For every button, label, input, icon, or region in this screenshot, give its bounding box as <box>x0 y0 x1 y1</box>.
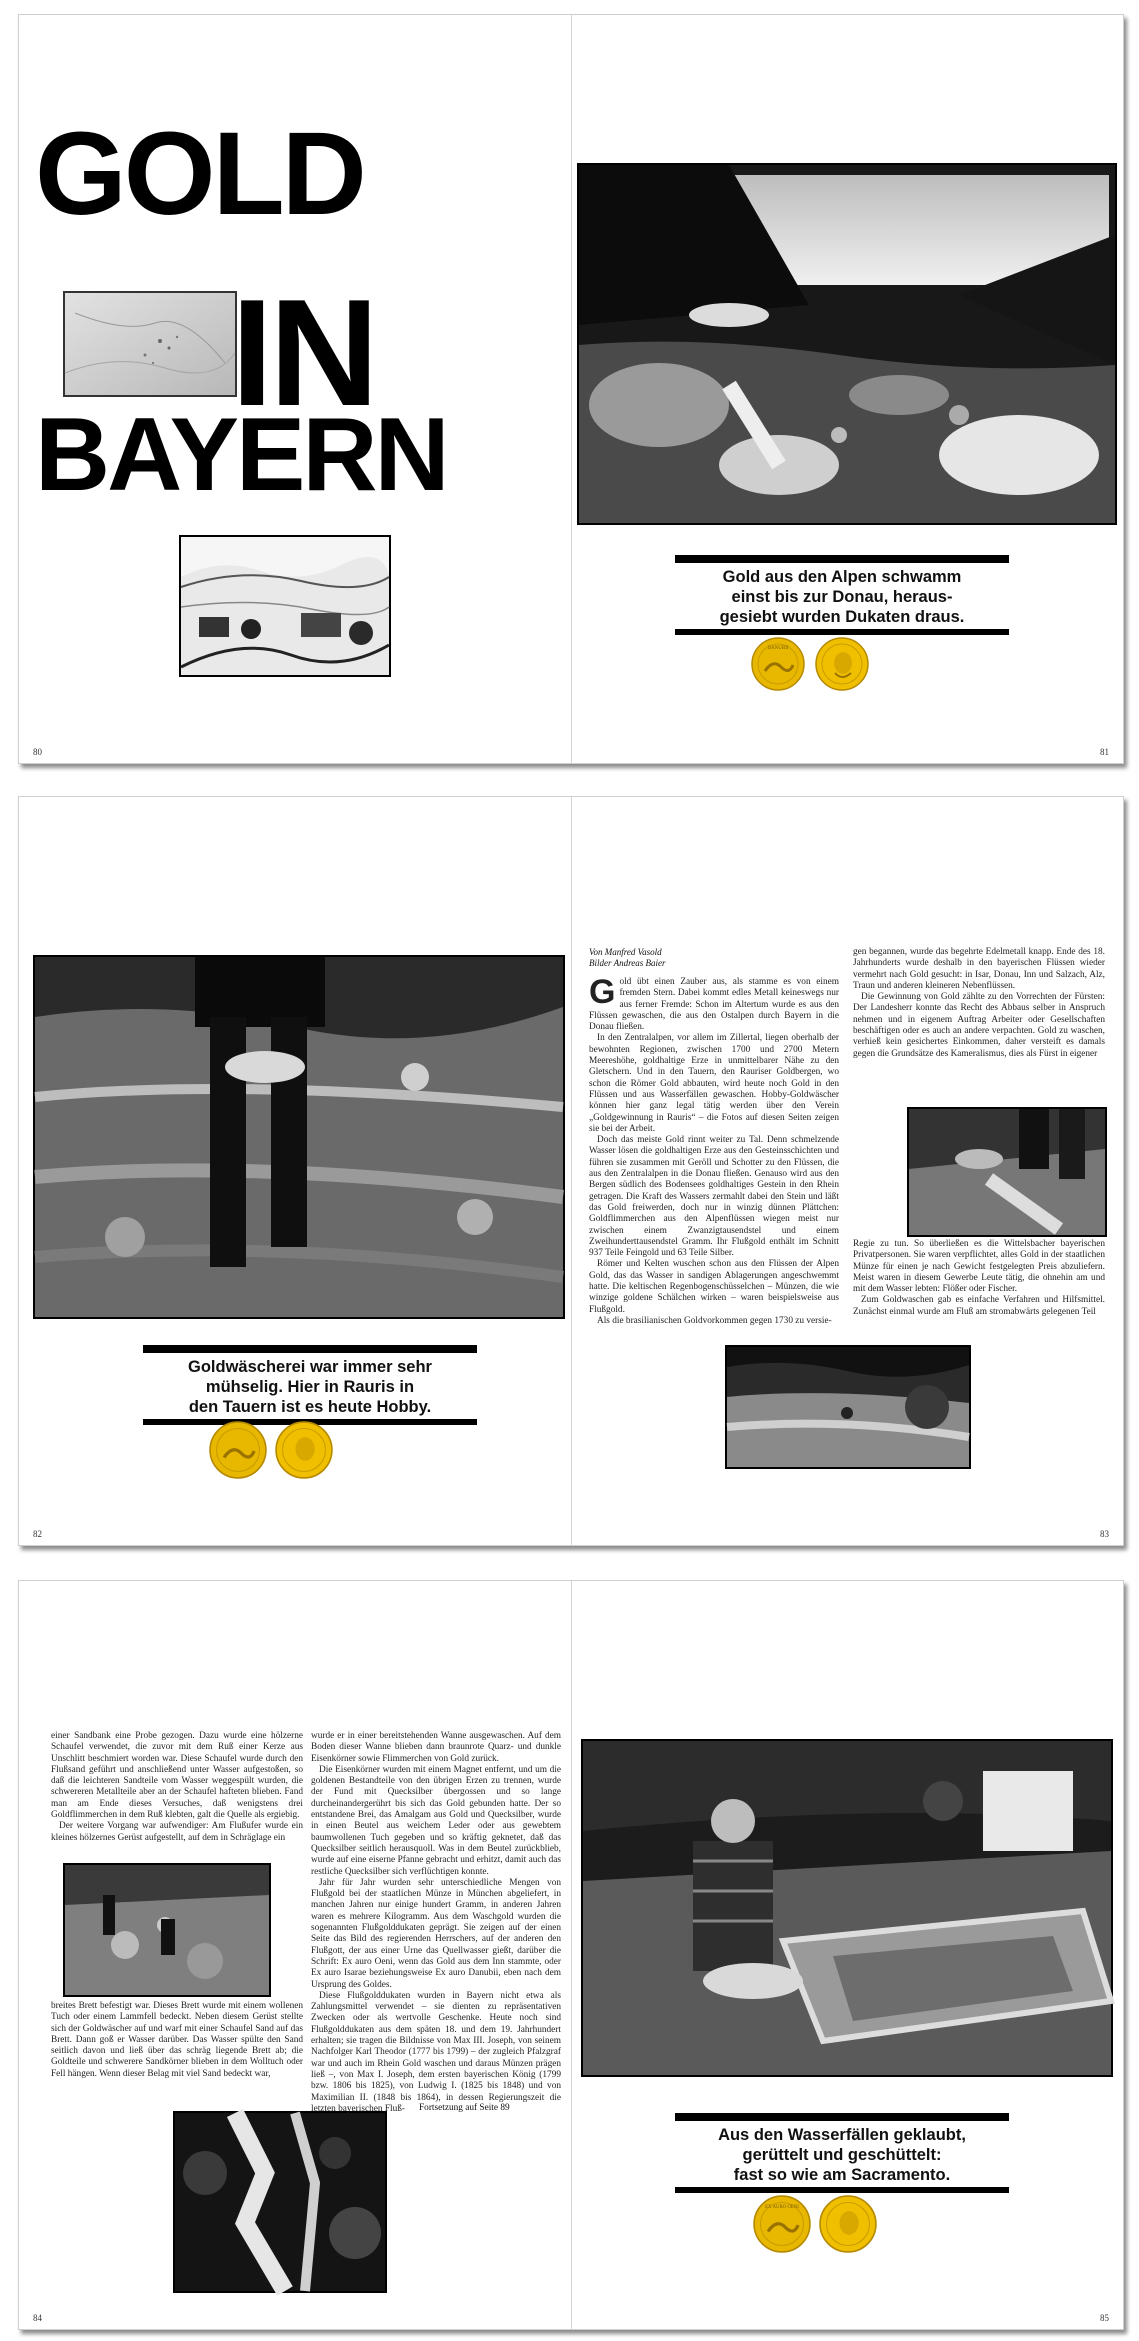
page-number: 82 <box>33 1529 42 1539</box>
paragraph: breites Brett befestigt war. Dieses Brett wurde mit einem wollenen Tuch oder einem Lammfell bedeckt. Neben diesem Gerüst stellte sich der Goldwäscher auf und warf mit einer Schaufel Sand auf das Brett. Dann goß er Wasser darüber. Das Wasser spülte den Sand seitlich davon und ließ über das schräg liegende Brett ab; die Goldteile und schwerere Sandkörner blieben in dem Wolltuch oder Fell hängen. Wenn dieser Belag mit viel Sand bedeckt war, <box>51 2001 303 2079</box>
coin-river-god-icon <box>751 637 805 691</box>
page-83 <box>571 797 1123 1545</box>
caption-bar-top <box>675 2113 1009 2121</box>
page-number: 85 <box>1100 2313 1109 2323</box>
title-bayern: BAYERN <box>35 397 447 513</box>
photo-panning-sluice <box>907 1107 1107 1237</box>
photo-hobby-panner-trough <box>581 1739 1113 2077</box>
photo-river-bank <box>725 1345 971 1469</box>
byline <box>589 947 666 969</box>
caption-3 <box>675 2113 1009 2185</box>
page-number: 84 <box>33 2313 42 2323</box>
article-column-1-bottom <box>51 2001 303 2101</box>
paragraph: Doch das meiste Gold rinnt weiter zu Tal. Denn schmelzende Wasser lösen die goldhaltigen Erze aus den Gesteinsschichten und führen sie zusammen mit Geröll und Schotter zu den Flüssen, die aus den Zentralalpen in die Donau fließen. Genauso wird aus den Bergen südlich des Bodensees goldhaltiges Gestein in den Rhein getragen. Die Kraft des Wassers zermahlt dabei den Stein und läßt das Gold freiwerden, doch nur in winzig dünnen Plättchen: Goldflimmerchen aus den Alpenflüssen wiegen meist nur zwischen einem Zwanzigtausendstel und einem Zweihunderttausendstel Gramm. Ihr Flußgold enthält im Schnitt 937 Teile Feingold und 63 Teile Silber. <box>589 1135 839 1259</box>
spread-2 <box>18 796 1124 1546</box>
paragraph: old übt einen Zauber aus, als stamme es von einem fremden Stern. Dabei kommt edles Metall keineswegs nur aus ferner Fremde: Schon im Altertum wurde es aus den Flüssen gewaschen, die aus den Ostalpen durch Bayern in die Donau fließen. <box>589 977 839 1033</box>
caption-line: gesiebt wurden Dukaten draus. <box>719 608 965 626</box>
photo-panners-riverbed <box>63 1863 271 1997</box>
caption-bar-bottom <box>675 629 1009 635</box>
title-gold: GOLD <box>35 108 364 240</box>
caption-bar-bottom <box>675 2187 1009 2193</box>
paragraph: einer Sandbank eine Probe gezogen. Dazu wurde eine hölzerne Schaufel verwendet, die zuvor mit dem Ruß einer Kerze aus Unschlitt beschmiert worden war. Diese Schaufel wurde durch den Flußsand geführt und anschließend unter Wasser aufgestoßen, so daß die leichteren Sandteile vom Wasser weggespült wurden, die schwereren Metallteile aber an der Schaufel hafteten blieben. Fand man am Ende dieses Versuches, daß wenigstens drei Goldflimmerchen in dem Ruß klebten, galt die Quelle als ergiebig. <box>51 1731 303 1821</box>
article-column-2-bottom <box>853 1239 1105 1335</box>
caption-2 <box>143 1345 477 1417</box>
caption-bar-top <box>675 555 1009 563</box>
coin-portrait-icon <box>815 637 869 691</box>
caption-bar-top <box>143 1345 477 1353</box>
page-number: 81 <box>1100 747 1109 757</box>
paragraph: Jahr für Jahr wurden sehr unterschiedliche Mengen von Flußgold bei der staatlichen Münze in München abgeliefert, in manchen Jahren nur einige hundert Gramm, in anderen Jahren waren es mehrere Kilogramm. Aus dem Waschgold wurden die sogenannten Flußgolddukaten geprägt. Sie zeigen auf der einen Seite das Bild des regierenden Herrschers, auf der anderen den Flußgott, der aus einer Urne das Quellwasser gießt, darüber die Schrift: Ex auro Oeni, wenn das Gold aus dem Inn stammte, oder Ex auro Isarae beziehungsweise Ex auro Danubii, eben nach dem Ursprung des Goldes. <box>311 1877 561 1990</box>
paragraph: gen begannen, wurde das begehrte Edelmetall knapp. Ende des 18. Jahrhunderts wurde deshalb in den bayerischen Flüssen wieder vermehrt nach Gold gesucht: in Isar, Donau, Inn und Salzach, Alz, Traun und anderen kleineren Nebenflüssen. <box>853 947 1105 991</box>
paragraph: Zum Goldwaschen gab es einfache Verfahren und Hilfsmittel. Zunächst einmal wurde am Fluß am stromabwärts gelegenen Teil <box>853 1295 1105 1317</box>
spread-3 <box>18 1580 1124 2330</box>
page-85 <box>571 1581 1123 2329</box>
paragraph: Diese Flußgolddukaten wurden in Bayern nicht etwa als Zahlungsmittel verwendet – sie dienten zu repräsentativen Zwecken oder als wertvolle Geschenke. Heute noch sind Flußgolddukaten aus dem späten 18. und dem 19. Jahrhundert erhalten; sie tragen die Bildnisse von Max III. Joseph, von seinem Nachfolger Karl Theodor (1777 bis 1799) – der zugleich Pfalzgraf war und auch im Rhein Gold waschen und daraus Münzen prägen ließ –, von Max I. Joseph, dem ersten bayerischen König (1799 bzw. 1806 bis 1825), von Ludwig I. (1825 bis 1848) und von Maximilian II. (1848 bis 1864), in dessen Regierungszeit die letzten bayerischen Fluß- <box>311 1990 561 2114</box>
paragraph: wurde er in einer bereitstehenden Wanne ausgewaschen. Auf dem Boden dieser Wanne blieben dann braunrote Quarz- und dunkle Eisenkörner sowie Flimmerchen von Gold zurück. <box>311 1731 561 1764</box>
continuation-note[interactable]: Fortsetzung auf Seite 89 <box>419 2103 510 2113</box>
byline-author: Von Manfred Vasold <box>589 947 662 957</box>
dropcap: G <box>589 973 616 1011</box>
caption-text <box>675 555 1009 627</box>
photo-snowy-village <box>179 535 391 677</box>
page-80 <box>19 15 572 763</box>
page-82 <box>19 797 572 1545</box>
caption-line: Gold aus den Alpen schwamm <box>722 568 962 586</box>
photo-gold-flakes <box>63 291 237 397</box>
photo-gold-panning-stream <box>33 955 565 1319</box>
article-column-1-top <box>51 1731 303 1857</box>
coin-river-god-icon <box>753 2195 811 2253</box>
article-column-1 <box>589 973 839 1377</box>
paragraph: In den Zentralalpen, vor allem im Zillertal, liegen oberhalb der bewohnten Regionen, zwischen 1700 und 2700 Metern Meereshöhe, goldhaltige Erze in unmittelbarer Nähe zu den Gletschern. Und in den Tauern, den Rauriser Goldbergen, wo schon die Römer Gold abbauten, wird heute noch Gold in den Flüssen und aus Wasserfällen gewaschen. Hobby-Goldwäscher können hier ganz legal tätig werden über den Verein „Goldgewinnung in Rauris“ – die Fotos auf diesen Seiten zeigen sie bei der Arbeit. <box>589 1033 839 1134</box>
caption-text <box>675 2113 1009 2185</box>
byline-photographer: Bilder Andreas Baier <box>589 958 666 968</box>
title-in: IN <box>231 268 375 438</box>
caption-line: fast so wie am Sacramento. <box>733 2166 951 2184</box>
caption-line: gerüttelt und geschüttelt: <box>742 2146 942 2164</box>
caption-line: mühselig. Hier in Rauris in <box>205 1378 415 1396</box>
page-number: 83 <box>1100 1529 1109 1539</box>
paragraph: Die Eisenkörner wurden mit einem Magnet entfernt, und um die goldenen Bestandteile von den übrigen Erzen zu trennen, wurde der Fund mit Quecksilber übergossen und so lange durcheinandergerührt bis sich das Gold gebunden hatte. Der so entstandene Brei, das Amalgam aus Gold und Quecksilber, wurde in einen Beutel aus weichem Leder oder aus gewebtem baumwollenen Tuch gegeben und so kräftig geknetet, daß das Quecksilber seitlich herausquoll. Was in dem Beutel zurückblieb, wurde auf eine eiserne Pfanne gebracht und erhitzt, damit auch das restliche Quecksilber sich verflüchtigen konnte. <box>311 1764 561 1877</box>
paragraph: Regie zu tun. So überließen es die Wittelsbacher bayerischen Privatpersonen. Sie waren verpflichtet, alles Gold in der staatlichen Münze für einen je nach Gewicht festgelegten Preis abzuliefern. Meist waren in diesem Gewerbe Leute tätig, die ohnehin am und mit dem Wasser lebten: Flößer oder Fischer. <box>853 1239 1105 1295</box>
paragraph: Römer und Kelten wuschen schon aus den Flüssen der Alpen Gold, das das Wasser in sandigen Ablagerungen angeschwemmt hatte. Die keltischen Regenbogenschüsselchen – Münzen, die wie winzige goldene Schälchen wirken – waren beispielsweise aus Flußgold. <box>589 1259 839 1315</box>
page-84 <box>19 1581 572 2329</box>
coin-portrait-icon <box>275 1421 333 1479</box>
caption-1 <box>675 555 1009 627</box>
page-number: 80 <box>33 747 42 757</box>
coin-river-god-icon <box>209 1421 267 1479</box>
caption-text <box>143 1345 477 1417</box>
caption-line: Goldwäscherei war immer sehr <box>188 1358 432 1376</box>
paragraph: Als die brasilianischen Goldvorkommen gegen 1730 zu versie- <box>597 1315 832 1326</box>
spread-1 <box>18 14 1124 764</box>
caption-line: einst bis zur Donau, heraus- <box>731 588 953 606</box>
paragraph: Die Gewinnung von Gold zählte zu den Vorrechten der Fürsten: Der Landesherr konnte das Recht des Abbaus selber in Anspruch nehmen und in eigenem Auftrag Arbeiter oder Gesellschaften beschäftigen oder es auch an andere verpachten. Gold zu waschen, verhieß kein gesichertes Einkommen, daher versteift es damals gegen die Grundsätze des Kameralismus, dies als Fürst in eigener <box>853 992 1105 1059</box>
caption-line: Aus den Wasserfällen geklaubt, <box>718 2126 966 2144</box>
photo-waterfall <box>173 2111 387 2293</box>
coin-portrait-icon <box>819 2195 877 2253</box>
coin-inscription: EX AURO OENI <box>765 2204 799 2210</box>
photo-mountain-stream <box>577 163 1117 525</box>
article-column-2-top <box>853 947 1105 1099</box>
coin-inscription: DANUBII <box>767 646 789 651</box>
caption-line: den Tauern ist es heute Hobby. <box>188 1398 432 1416</box>
paragraph: Der weitere Vorgang war aufwendiger: Am Flußufer wurde ein kleines hölzernes Gerüst aufgestellt, auf dem in Schräglage ein <box>51 1821 303 1843</box>
page-81 <box>571 15 1123 763</box>
